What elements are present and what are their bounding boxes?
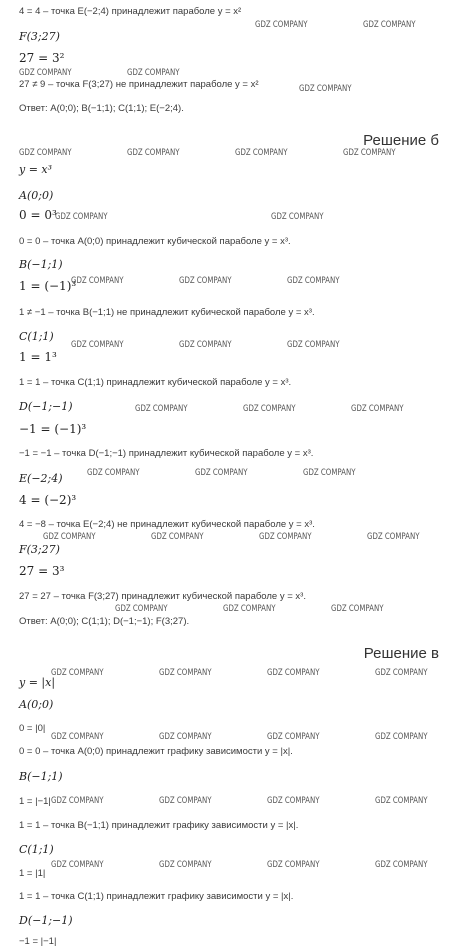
answer-line: Ответ: A(0;0); C(1;1); D(−1;−1); F(3;27). xyxy=(19,616,190,627)
equation: 4 = (−2)³ xyxy=(19,493,77,507)
watermark-text: GDZ COMPANY xyxy=(55,212,108,222)
watermark-text: GDZ COMPANY xyxy=(259,532,312,542)
section-heading-b: Решение б xyxy=(363,132,439,149)
watermark-text: GDZ COMPANY xyxy=(299,84,352,94)
watermark-text: GDZ COMPANY xyxy=(375,732,428,742)
point-label: F(3;27) xyxy=(19,543,60,556)
watermark-text: GDZ COMPANY xyxy=(115,604,168,614)
function-definition: y = |x| xyxy=(19,676,56,689)
watermark-text: GDZ COMPANY xyxy=(87,468,140,478)
equation: 0 = 0³ xyxy=(19,208,57,222)
watermark-text: GDZ COMPANY xyxy=(51,668,104,678)
statement-line: 27 ≠ 9 – точка F(3;27) не принадлежит параболе y = x² xyxy=(19,79,259,90)
watermark-text: GDZ COMPANY xyxy=(343,148,396,158)
watermark-text: GDZ COMPANY xyxy=(135,404,188,414)
equation: 27 = 3² xyxy=(19,51,65,65)
watermark-text: GDZ COMPANY xyxy=(127,148,180,158)
point-label: A(0;0) xyxy=(19,698,54,711)
watermark-text: GDZ COMPANY xyxy=(267,732,320,742)
equation: 27 = 3³ xyxy=(19,564,65,578)
equation: 1 = 1³ xyxy=(19,350,57,364)
watermark-text: GDZ COMPANY xyxy=(287,276,340,286)
watermark-text: GDZ COMPANY xyxy=(375,668,428,678)
equation: −1 = |−1| xyxy=(19,936,57,947)
watermark-text: GDZ COMPANY xyxy=(71,276,124,286)
watermark-text: GDZ COMPANY xyxy=(267,796,320,806)
watermark-text: GDZ COMPANY xyxy=(151,532,204,542)
point-label: B(−1;1) xyxy=(19,770,63,783)
watermark-text: GDZ COMPANY xyxy=(179,340,232,350)
watermark-text: GDZ COMPANY xyxy=(159,796,212,806)
statement-line: 1 = 1 – точка C(1;1) принадлежит кубической параболе y = x³. xyxy=(19,377,292,388)
watermark-text: GDZ COMPANY xyxy=(351,404,404,414)
watermark-text: GDZ COMPANY xyxy=(43,532,96,542)
point-label: C(1;1) xyxy=(19,330,54,343)
watermark-text: GDZ COMPANY xyxy=(223,604,276,614)
statement-line: 27 = 27 – точка F(3;27) принадлежит кубической параболе y = x³. xyxy=(19,591,306,602)
point-label: C(1;1) xyxy=(19,843,54,856)
watermark-text: GDZ COMPANY xyxy=(159,668,212,678)
watermark-text: GDZ COMPANY xyxy=(255,20,308,30)
section-heading-c: Решение в xyxy=(363,645,439,662)
watermark-text: GDZ COMPANY xyxy=(159,860,212,870)
statement-line: 4 = −8 – точка E(−2;4) не принадлежит кубической параболе y = x³. xyxy=(19,519,315,530)
watermark-text: GDZ COMPANY xyxy=(51,732,104,742)
equation: 1 = |−1| xyxy=(19,796,51,807)
watermark-text: GDZ COMPANY xyxy=(235,148,288,158)
watermark-text: GDZ COMPANY xyxy=(195,468,248,478)
equation: −1 = (−1)³ xyxy=(19,422,87,436)
watermark-text: GDZ COMPANY xyxy=(127,68,180,78)
point-label: E(−2;4) xyxy=(19,472,63,485)
watermark-text: GDZ COMPANY xyxy=(267,860,320,870)
watermark-text: GDZ COMPANY xyxy=(267,668,320,678)
statement-line: 1 = 1 – точка C(1;1) принадлежит графику зависимости y = |x|. xyxy=(19,891,294,902)
equation: 1 = (−1)³ xyxy=(19,279,77,293)
watermark-text: GDZ COMPANY xyxy=(19,68,72,78)
watermark-text: GDZ COMPANY xyxy=(303,468,356,478)
point-label: D(−1;−1) xyxy=(19,914,73,927)
point-label: B(−1;1) xyxy=(19,258,63,271)
watermark-text: GDZ COMPANY xyxy=(271,212,324,222)
point-label: D(−1;−1) xyxy=(19,400,73,413)
point-label: F(3;27) xyxy=(19,30,60,43)
statement-line: 0 = 0 – точка A(0;0) принадлежит графику зависимости y = |x|. xyxy=(19,746,293,757)
watermark-text: GDZ COMPANY xyxy=(51,860,104,870)
statement-line: 1 ≠ −1 – точка B(−1;1) не принадлежит кубической параболе y = x³. xyxy=(19,307,315,318)
watermark-text: GDZ COMPANY xyxy=(375,796,428,806)
point-label: A(0;0) xyxy=(19,189,54,202)
statement-line: −1 = −1 – точка D(−1;−1) принадлежит кубической параболе y = x³. xyxy=(19,448,314,459)
watermark-text: GDZ COMPANY xyxy=(331,604,384,614)
watermark-text: GDZ COMPANY xyxy=(179,276,232,286)
watermark-text: GDZ COMPANY xyxy=(367,532,420,542)
watermark-text: GDZ COMPANY xyxy=(375,860,428,870)
answer-line: Ответ: A(0;0); B(−1;1); C(1;1); E(−2;4). xyxy=(19,103,184,114)
function-definition: y = x³ xyxy=(19,163,53,176)
watermark-text: GDZ COMPANY xyxy=(159,732,212,742)
statement-line: 4 = 4 – точка E(−2;4) принадлежит параболе y = x² xyxy=(19,6,242,17)
watermark-text: GDZ COMPANY xyxy=(363,20,416,30)
watermark-text: GDZ COMPANY xyxy=(71,340,124,350)
statement-line: 0 = 0 – точка A(0;0) принадлежит кубической параболе y = x³. xyxy=(19,236,291,247)
equation: 1 = |1| xyxy=(19,868,46,879)
watermark-text: GDZ COMPANY xyxy=(287,340,340,350)
watermark-text: GDZ COMPANY xyxy=(243,404,296,414)
statement-line: 1 = 1 – точка B(−1;1) принадлежит графику зависимости y = |x|. xyxy=(19,820,299,831)
equation: 0 = |0| xyxy=(19,723,46,734)
watermark-text: GDZ COMPANY xyxy=(51,796,104,806)
watermark-text: GDZ COMPANY xyxy=(19,148,72,158)
